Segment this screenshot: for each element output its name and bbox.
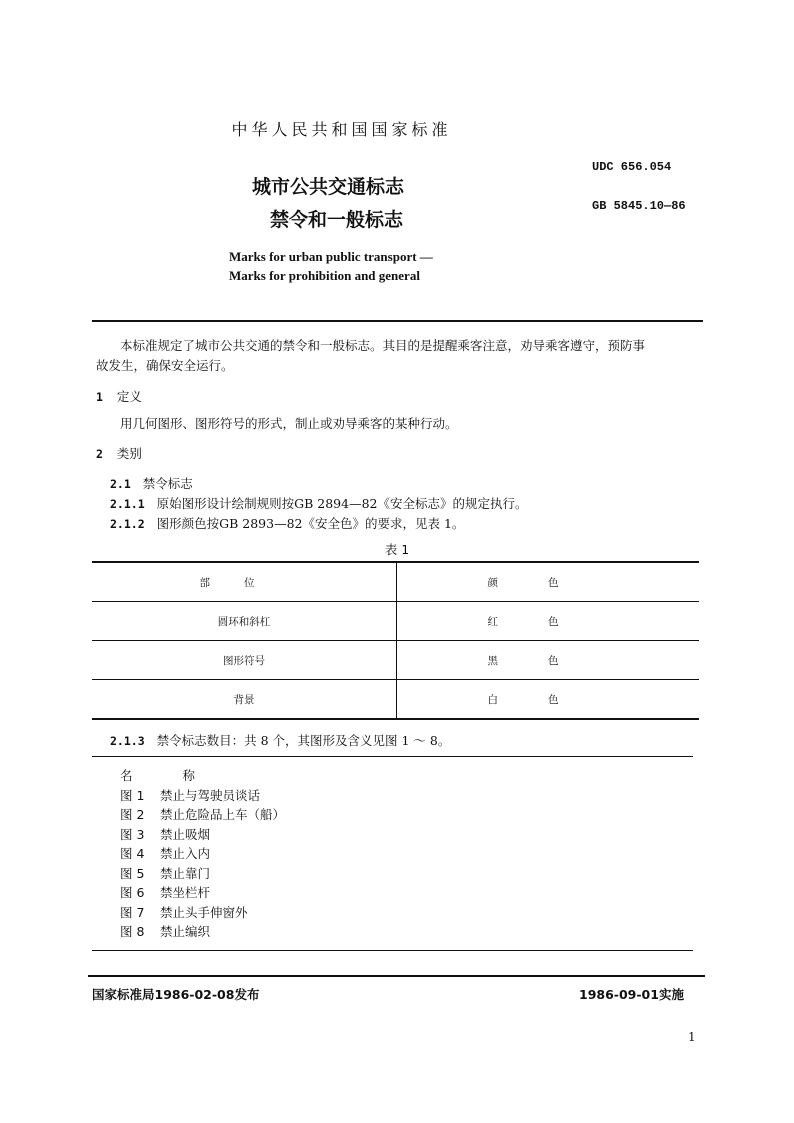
section213 — [110, 731, 450, 751]
table-row — [92, 641, 699, 680]
figure-list — [120, 766, 285, 942]
table-cell-part: 图形符号 — [223, 654, 265, 667]
table-row — [92, 680, 699, 720]
list-item: 图 6 禁坐栏杆 — [120, 885, 211, 900]
title-cn-line1: 城市公共交通标志 — [252, 176, 405, 198]
issued-date: 国家标准局1986-02-08发布 — [92, 987, 260, 1002]
table-header-color: 颜色 — [487, 576, 609, 589]
table-header-row — [92, 562, 699, 602]
udc-code: UDC 656.054 — [592, 160, 672, 174]
title-cn-line2: 禁令和一般标志 — [270, 209, 404, 231]
section212 — [110, 514, 464, 534]
list-item: 图 2 禁止危险品上车（船） — [120, 807, 286, 822]
table1-caption: 表 1 — [384, 542, 410, 557]
footer-rule — [88, 975, 705, 977]
section211 — [110, 494, 527, 514]
section2-number: 2 — [96, 447, 103, 461]
list-item: 图 1 禁止与驾驶员谈话 — [120, 787, 261, 803]
standard-name: 中华人民共和国国家标准 — [231, 120, 452, 139]
section1-heading — [96, 387, 142, 405]
section211-text: 原始图形设计绘制规则按GB 2894—82《安全标志》的规定执行。 — [156, 496, 528, 511]
section1-text: 用几何图形、图形符号的形式，制止或劝导乘客的某种行动。 — [120, 416, 458, 431]
list-item: 图 4 禁止入内 — [120, 846, 211, 861]
list-item: 图 8 禁止编织 — [120, 924, 211, 939]
section212-number: 2.1.2 — [110, 517, 145, 531]
title-en-line2: Marks for prohibition and general — [229, 268, 420, 283]
title-en-line1: Marks for urban public transport — — [229, 249, 433, 264]
table-cell-part: 圆环和斜杠 — [217, 615, 271, 628]
section21-heading — [110, 474, 193, 492]
section21-title: 禁令标志 — [142, 476, 193, 491]
table-cell-color: 黑色 — [487, 654, 609, 667]
section213-text: 禁令标志数目：共 8 个，其图形及含义见图 1 ～ 8。 — [156, 733, 451, 748]
effective-date: 1986-09-01实施 — [579, 987, 684, 1002]
list-item: 图 3 禁止吸烟 — [120, 826, 211, 842]
figure-list-header: 名称 — [120, 768, 246, 783]
table-cell-color: 白色 — [487, 693, 609, 706]
list-item: 图 5 禁止靠门 — [120, 865, 211, 881]
list-item: 图 7 禁止头手伸窗外 — [120, 904, 248, 920]
section213-number: 2.1.3 — [110, 734, 145, 748]
intro-line1: 本标准规定了城市公共交通的禁令和一般标志。其目的是提醒乘客注意，劝导乘客遵守，预防事 — [120, 338, 646, 353]
figure-list-top-rule — [92, 756, 693, 757]
gb-code: GB 5845.10—86 — [592, 199, 686, 213]
section21-number: 2.1 — [110, 477, 131, 491]
table-header-part: 部位 — [199, 576, 289, 589]
page-number: 1 — [688, 1030, 696, 1044]
section212-text: 图形颜色按GB 2893—82《安全色》的要求，见表 1。 — [156, 516, 465, 531]
section2-title: 类别 — [116, 446, 142, 461]
section2-heading — [96, 444, 142, 462]
section1-number: 1 — [96, 390, 103, 404]
section211-number: 2.1.1 — [110, 497, 145, 511]
table-cell-part: 背景 — [233, 693, 255, 706]
table1 — [92, 561, 699, 720]
table-row — [92, 602, 699, 641]
figure-list-bottom-rule — [92, 950, 693, 951]
table-cell-color: 红色 — [487, 615, 609, 628]
intro-line2: 故发生，确保安全运行。 — [96, 358, 234, 373]
header-rule — [92, 320, 703, 322]
section1-title: 定义 — [116, 389, 142, 404]
